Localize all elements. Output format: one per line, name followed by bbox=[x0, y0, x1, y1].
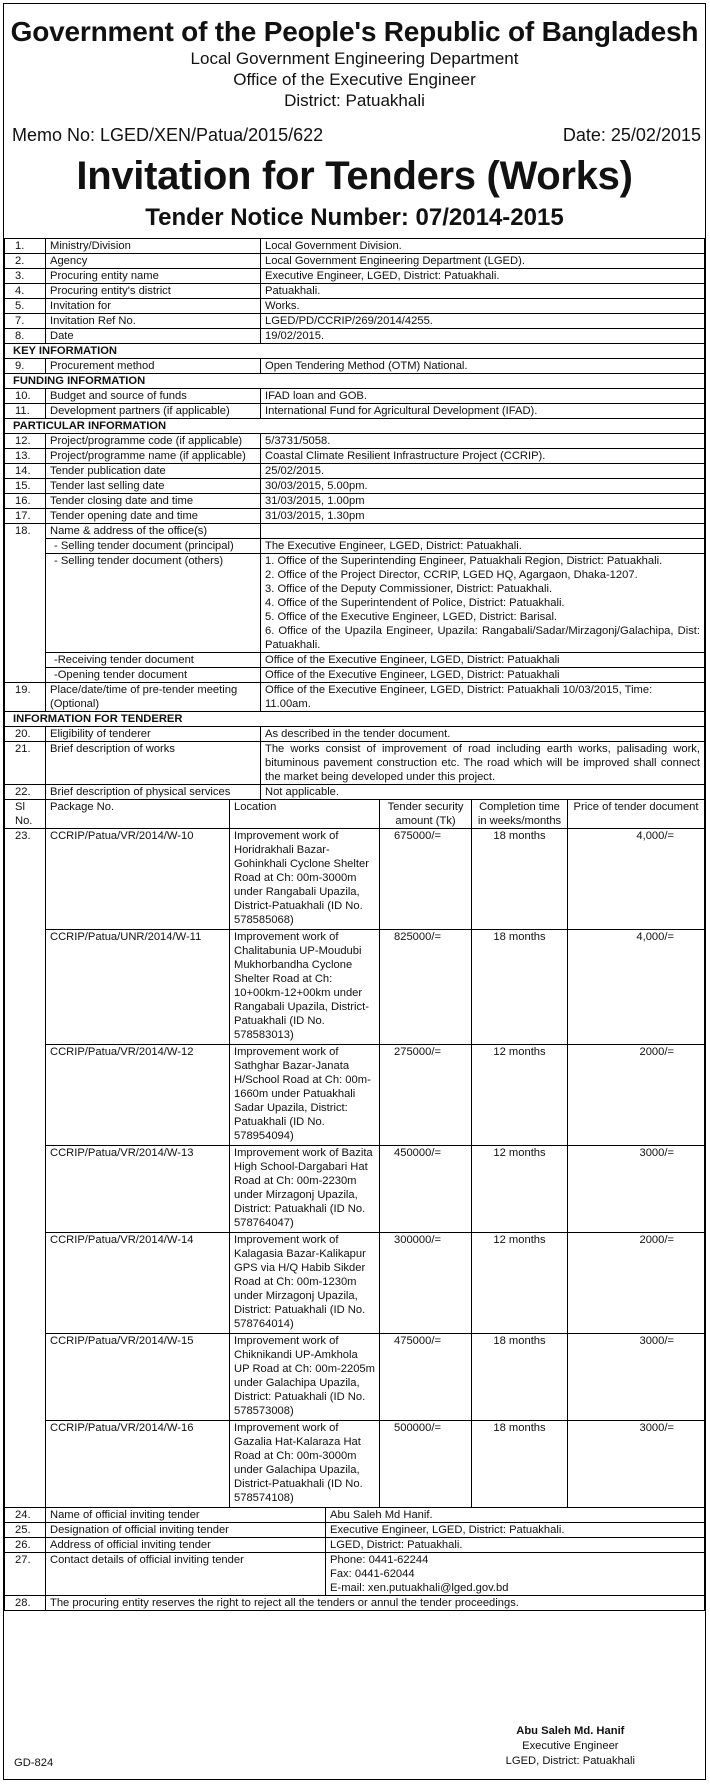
header bbox=[4, 16, 705, 111]
package-completion: 18 months bbox=[472, 829, 568, 930]
row-value: Open Tendering Method (OTM) National. bbox=[261, 359, 705, 374]
row-number: 14. bbox=[5, 464, 46, 479]
package-completion: 18 months bbox=[472, 930, 568, 1045]
info-row bbox=[5, 479, 705, 494]
office-name: Office of the Executive Engineer bbox=[233, 70, 476, 89]
info-subrow bbox=[5, 653, 705, 668]
row-label: Invitation Ref No. bbox=[46, 314, 261, 329]
package-location: Improvement work of Sathghar Bazar-Janata H/School Road at Ch: 00m-1660m under Patuakhali Sadar Upazila, District: Patuakhali (ID No. 578954094) bbox=[230, 1045, 380, 1146]
row-number: 24. bbox=[5, 1508, 46, 1523]
section-title: INFORMATION FOR TENDERER bbox=[5, 712, 705, 727]
row-number: 2. bbox=[5, 254, 46, 269]
contact-details bbox=[326, 1553, 705, 1596]
row-label: Development partners (if applicable) bbox=[46, 404, 261, 419]
info-row bbox=[5, 524, 705, 539]
notice-number: Tender Notice Number: 07/2014-2015 bbox=[145, 204, 564, 231]
info-row bbox=[5, 329, 705, 344]
section-title: KEY INFORMATION bbox=[5, 344, 705, 359]
package-number: CCRIP/Patua/VR/2014/W-12 bbox=[46, 1045, 230, 1146]
section-particular-information bbox=[5, 419, 705, 434]
info-table bbox=[4, 238, 705, 800]
info-row bbox=[5, 464, 705, 479]
package-security: 500000/= bbox=[380, 1421, 472, 1508]
package-number: CCRIP/Patua/VR/2014/W-16 bbox=[46, 1421, 230, 1508]
package-price: 3000/= bbox=[568, 1334, 705, 1421]
official-row bbox=[5, 1508, 705, 1523]
package-completion: 18 months bbox=[472, 1334, 568, 1421]
row-value bbox=[261, 524, 705, 539]
package-row bbox=[5, 930, 705, 1045]
row-label: Brief description of physical services bbox=[46, 785, 261, 800]
memo-number: Memo No: LGED/XEN/Patua/2015/622 bbox=[12, 125, 324, 145]
office-list-item: 5. Office of the Executive Engineer, LGED, District: Barisal. bbox=[265, 611, 558, 623]
row-label: Contact details of official inviting tender bbox=[46, 1553, 326, 1596]
header-sl: Sl No. bbox=[5, 800, 46, 829]
row-value: The works consist of improvement of road including earth works, palisading work, bituminous pavement construction etc. The road which will be improved shall connect the market being developed under this project. bbox=[261, 742, 705, 785]
row-value: LGED, District: Patuakhali. bbox=[326, 1538, 705, 1553]
row-value: 5/3731/5058. bbox=[261, 434, 705, 449]
office-list bbox=[261, 554, 705, 653]
package-row bbox=[5, 1334, 705, 1421]
package-location: Improvement work of Chalitabunia UP-Moudubi Mukhorbandha Cyclone Shelter Road at Ch: 10+00km-12+00km under Rangabali Upazila, District-Patuakhali (ID No. 578583013) bbox=[230, 930, 380, 1045]
package-price: 3000/= bbox=[568, 1146, 705, 1233]
package-completion: 12 months bbox=[472, 1045, 568, 1146]
reservation-text: The procuring entity reserves the right to reject all the tenders or annul the tender proceedings. bbox=[46, 1596, 705, 1611]
row-number: 10. bbox=[5, 389, 46, 404]
info-row bbox=[5, 239, 705, 254]
row-value: Office of the Executive Engineer, LGED, District: Patuakhali 10/03/2015, Time: 11.00am. bbox=[261, 683, 705, 712]
header-security: Tender security amount (Tk) bbox=[380, 800, 472, 829]
row-value: Not applicable. bbox=[261, 785, 705, 800]
row-number: 11. bbox=[5, 404, 46, 419]
info-row bbox=[5, 449, 705, 464]
memo-date: Date: 25/02/2015 bbox=[562, 125, 701, 145]
row-label: Tender publication date bbox=[46, 464, 261, 479]
row-label: Procuring entity's district bbox=[46, 284, 261, 299]
package-number: CCRIP/Patua/UNR/2014/W-11 bbox=[46, 930, 230, 1045]
info-row bbox=[5, 284, 705, 299]
row-label: Procuring entity name bbox=[46, 269, 261, 284]
row-number: 17. bbox=[5, 509, 46, 524]
package-number: CCRIP/Patua/VR/2014/W-15 bbox=[46, 1334, 230, 1421]
row-value: Abu Saleh Md Hanif. bbox=[326, 1508, 705, 1523]
package-price: 3000/= bbox=[568, 1421, 705, 1508]
package-security: 275000/= bbox=[380, 1045, 472, 1146]
info-row bbox=[5, 314, 705, 329]
row-label: - Selling tender document (others) bbox=[46, 554, 261, 653]
row-label: Invitation for bbox=[46, 299, 261, 314]
row-label: Name of official inviting tender bbox=[46, 1508, 326, 1523]
package-row bbox=[5, 1045, 705, 1146]
row-value: 31/03/2015, 1.00pm bbox=[261, 494, 705, 509]
row-label: Date bbox=[46, 329, 261, 344]
info-row bbox=[5, 389, 705, 404]
info-row bbox=[5, 785, 705, 800]
row-number: 3. bbox=[5, 269, 46, 284]
info-subrow bbox=[5, 668, 705, 683]
row-number: 27. bbox=[5, 1553, 46, 1596]
row-value: International Fund for Agricultural Development (IFAD). bbox=[261, 404, 705, 419]
office-list-item: 3. Office of the Deputy Commissioner, District: Patuakhali. bbox=[265, 583, 553, 595]
row-label: Tender last selling date bbox=[46, 479, 261, 494]
package-completion: 18 months bbox=[472, 1421, 568, 1508]
row-label: Brief description of works bbox=[46, 742, 261, 785]
section-key-information bbox=[5, 344, 705, 359]
row-number: 20. bbox=[5, 727, 46, 742]
official-table bbox=[4, 1507, 705, 1611]
row-number: 15. bbox=[5, 479, 46, 494]
row-value: Patuakhali. bbox=[261, 284, 705, 299]
office-list-item: 4. Office of the Superintendent of Police, District: Patuakhali. bbox=[265, 597, 565, 609]
row-number: 16. bbox=[5, 494, 46, 509]
row-label: Place/date/time of pre-tender meeting (Optional) bbox=[46, 683, 261, 712]
row-value: Executive Engineer, LGED, District: Patuakhali. bbox=[261, 269, 705, 284]
row-label: Eligibility of tenderer bbox=[46, 727, 261, 742]
info-row bbox=[5, 404, 705, 419]
row-number: 23. bbox=[5, 829, 46, 1508]
contact-phone: Phone: 0441-62244 bbox=[330, 1554, 429, 1566]
row-value: IFAD loan and GOB. bbox=[261, 389, 705, 404]
package-price: 4,000/= bbox=[568, 930, 705, 1045]
package-security: 675000/= bbox=[380, 829, 472, 930]
info-row bbox=[5, 254, 705, 269]
package-location: Improvement work of Kalagasia Bazar-Kalikapur GPS via H/Q Habib Sikder Road at Ch: 00m-1230m under Mirzagonj Upazila, District: Patuakhali (ID No. 578764014) bbox=[230, 1233, 380, 1334]
row-label: Tender opening date and time bbox=[46, 509, 261, 524]
row-label: Tender closing date and time bbox=[46, 494, 261, 509]
row-value: 31/03/2015, 1.30pm bbox=[261, 509, 705, 524]
row-label: - Selling tender document (principal) bbox=[46, 539, 261, 554]
package-row bbox=[5, 1146, 705, 1233]
office-list-item: 2. Office of the Project Director, CCRIP, LGED HQ, Agargaon, Dhaka-1207. bbox=[265, 569, 638, 581]
package-row bbox=[5, 1421, 705, 1508]
info-row bbox=[5, 727, 705, 742]
row-value: Executive Engineer, LGED, District: Patuakhali. bbox=[326, 1523, 705, 1538]
section-information-for-tenderer bbox=[5, 712, 705, 727]
row-value: Coastal Climate Resilient Infrastructure Project (CCRIP). bbox=[261, 449, 705, 464]
row-number: 28. bbox=[5, 1596, 46, 1611]
office-list-item: 1. Office of the Superintending Engineer, Patuakhali Region, District: Patuakhali. bbox=[265, 555, 663, 567]
government-title: Government of the People's Republic of Bangladesh bbox=[10, 16, 699, 47]
info-row bbox=[5, 299, 705, 314]
row-value: LGED/PD/CCRIP/269/2014/4255. bbox=[261, 314, 705, 329]
package-security: 450000/= bbox=[380, 1146, 472, 1233]
row-number: 5. bbox=[5, 299, 46, 314]
tender-notice bbox=[3, 3, 706, 1780]
row-value: As described in the tender document. bbox=[261, 727, 705, 742]
row-value: The Executive Engineer, LGED, District: Patuakhali. bbox=[261, 539, 705, 554]
info-row bbox=[5, 683, 705, 712]
package-completion: 12 months bbox=[472, 1233, 568, 1334]
row-number: 13. bbox=[5, 449, 46, 464]
row-value: Local Government Engineering Department (LGED). bbox=[261, 254, 705, 269]
package-completion: 12 months bbox=[472, 1146, 568, 1233]
row-number: 1. bbox=[5, 239, 46, 254]
row-label: Agency bbox=[46, 254, 261, 269]
info-subrow bbox=[5, 554, 705, 653]
header-location: Location bbox=[230, 800, 380, 829]
row-number: 7. bbox=[5, 314, 46, 329]
gd-code: GD-824 bbox=[14, 1757, 54, 1769]
row-number: 21. bbox=[5, 742, 46, 785]
info-row bbox=[5, 434, 705, 449]
section-title: FUNDING INFORMATION bbox=[5, 374, 705, 389]
row-value: Office of the Executive Engineer, LGED, District: Patuakhali bbox=[261, 668, 705, 683]
department-name: Local Government Engineering Department bbox=[190, 49, 519, 68]
info-row bbox=[5, 269, 705, 284]
row-number: 8. bbox=[5, 329, 46, 344]
row-value: 25/02/2015. bbox=[261, 464, 705, 479]
row-number: 26. bbox=[5, 1538, 46, 1553]
row-value: Local Government Division. bbox=[261, 239, 705, 254]
package-price: 4,000/= bbox=[568, 829, 705, 930]
header-completion: Completion time in weeks/months bbox=[472, 800, 568, 829]
signatory-office: LGED, District: Patuakhali bbox=[505, 1755, 635, 1767]
row-label: Procurement method bbox=[46, 359, 261, 374]
row-label: Address of official inviting tender bbox=[46, 1538, 326, 1553]
row-number: 19. bbox=[5, 683, 46, 712]
row-label: -Opening tender document bbox=[46, 668, 261, 683]
row-number: 12. bbox=[5, 434, 46, 449]
row-value: Office of the Executive Engineer, LGED, District: Patuakhali bbox=[261, 653, 705, 668]
row-number: 18. bbox=[5, 524, 46, 683]
package-location: Improvement work of Bazita High School-Dargabari Hat Road at Ch: 00m-2230m under Mirzagonj Upazila, District: Patuakhali (ID No. 578764047) bbox=[230, 1146, 380, 1233]
official-row bbox=[5, 1538, 705, 1553]
package-price: 2000/= bbox=[568, 1045, 705, 1146]
signatory-title: Executive Engineer bbox=[522, 1740, 619, 1752]
official-row bbox=[5, 1553, 705, 1596]
info-row bbox=[5, 742, 705, 785]
header-price: Price of tender document bbox=[568, 800, 705, 829]
package-price: 2000/= bbox=[568, 1233, 705, 1334]
official-row bbox=[5, 1596, 705, 1611]
info-row bbox=[5, 494, 705, 509]
row-value: Works. bbox=[261, 299, 705, 314]
row-label: Project/programme code (if applicable) bbox=[46, 434, 261, 449]
package-location: Improvement work of Chiknikandi UP-Amkhola UP Road at Ch: 00m-2205m under Galachipa Upazila, District: Patuakhali (ID No. 578573008) bbox=[230, 1334, 380, 1421]
row-number: 9. bbox=[5, 359, 46, 374]
package-row bbox=[5, 1233, 705, 1334]
official-row bbox=[5, 1523, 705, 1538]
info-subrow bbox=[5, 539, 705, 554]
row-number: 4. bbox=[5, 284, 46, 299]
row-number: 22. bbox=[5, 785, 46, 800]
row-number: 25. bbox=[5, 1523, 46, 1538]
signatory-name: Abu Saleh Md. Hanif bbox=[516, 1725, 625, 1737]
row-value: 30/03/2015, 5.00pm. bbox=[261, 479, 705, 494]
signature-block bbox=[506, 1724, 635, 1769]
package-security: 475000/= bbox=[380, 1334, 472, 1421]
office-list-item: 6. Office of the Upazila Engineer, Upazila: Rangabali/Sadar/Mirzagonj/Galachipa, Dist: Patuakhali. bbox=[265, 625, 700, 651]
info-row bbox=[5, 359, 705, 374]
section-title: PARTICULAR INFORMATION bbox=[5, 419, 705, 434]
row-label: Budget and source of funds bbox=[46, 389, 261, 404]
package-number: CCRIP/Patua/VR/2014/W-13 bbox=[46, 1146, 230, 1233]
package-location: Improvement work of Horidrakhali Bazar-Gohinkhali Cyclone Shelter Road at Ch: 00m-3000m under Rangabali Upazila, District-Patuakhali (ID No. 578585068) bbox=[230, 829, 380, 930]
package-location: Improvement work of Gazalia Hat-Kalaraza Hat Road at Ch: 00m-3000m under Galachipa Upazila, District-Patuakhali (ID No. 578574108) bbox=[230, 1421, 380, 1508]
row-label: Ministry/Division bbox=[46, 239, 261, 254]
package-security: 300000/= bbox=[380, 1233, 472, 1334]
row-label: Designation of official inviting tender bbox=[46, 1523, 326, 1538]
package-table bbox=[4, 799, 705, 1508]
info-row bbox=[5, 509, 705, 524]
row-label: -Receiving tender document bbox=[46, 653, 261, 668]
package-row bbox=[5, 829, 705, 930]
row-label: Project/programme name (if applicable) bbox=[46, 449, 261, 464]
contact-email: E-mail: xen.putuakhali@lged.gov.bd bbox=[330, 1582, 509, 1594]
document-title: Invitation for Tenders (Works) bbox=[76, 154, 633, 198]
header-package: Package No. bbox=[46, 800, 230, 829]
row-label: Name & address of the office(s) bbox=[46, 524, 261, 539]
package-number: CCRIP/Patua/VR/2014/W-10 bbox=[46, 829, 230, 930]
section-funding-information bbox=[5, 374, 705, 389]
package-header-row bbox=[5, 800, 705, 829]
district-name: District: Patuakhali bbox=[284, 91, 425, 110]
memo-line bbox=[4, 125, 705, 146]
contact-fax: Fax: 0441-62044 bbox=[330, 1568, 415, 1580]
package-security: 825000/= bbox=[380, 930, 472, 1045]
package-number: CCRIP/Patua/VR/2014/W-14 bbox=[46, 1233, 230, 1334]
row-value: 19/02/2015. bbox=[261, 329, 705, 344]
